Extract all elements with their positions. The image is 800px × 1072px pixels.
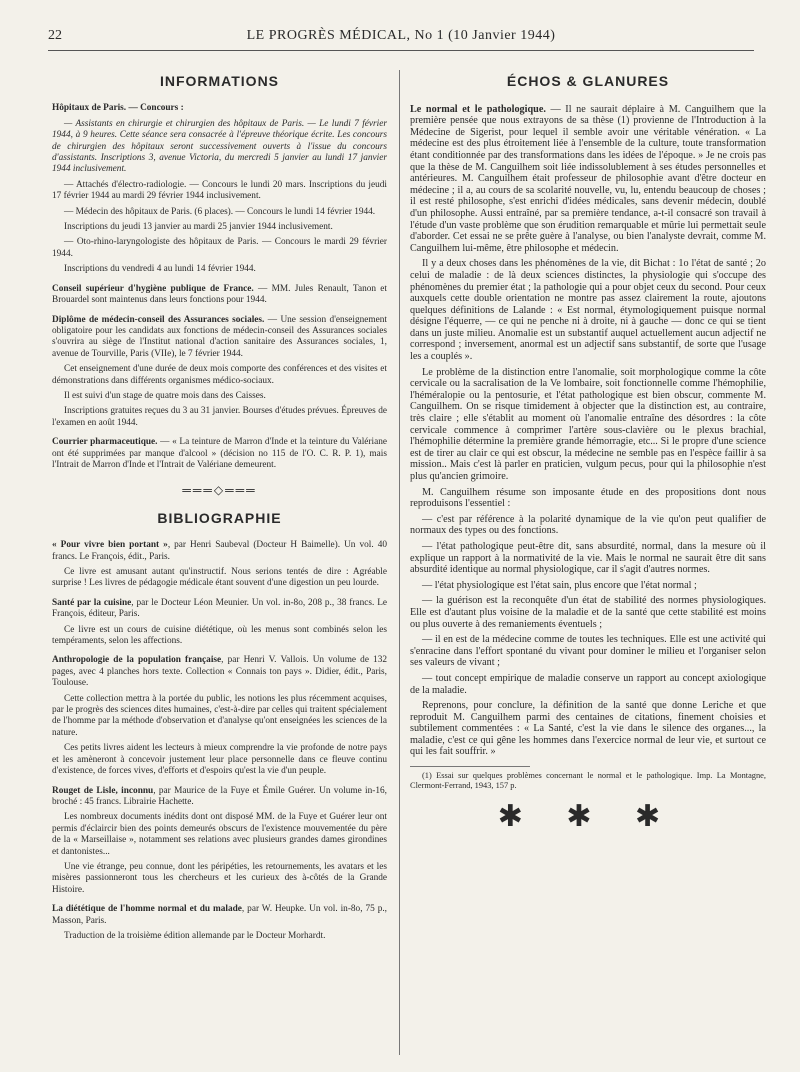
article-paragraph: M. Canguilhem résume son imposante étude en des propositions dont nous reproduisons l'essentiel : — [410, 486, 766, 510]
biblio-desc: Ce livre est amusant autant qu'instructif. Nous serions tentés de dire : Agréable surprise ! Les livres de pédagogie médicale étant souvent d'une digestion un peu lourde. — [52, 567, 387, 589]
courrier-section — [52, 437, 387, 471]
diplome-paragraph: Inscriptions gratuites reçues du 3 au 31 janvier. Bourses d'études prévues. Épreuves de l'examen en août 1944. — [52, 406, 387, 428]
informations-heading: INFORMATIONS — [159, 73, 280, 89]
biblio-desc: Une vie étrange, peu connue, dont les péripéties, les retournements, les avatars et les misères passionneront tous les chercheurs et les curieux des à-côtés de la Grande Histoire. — [52, 861, 387, 895]
hopitaux-item: — Oto-rhino-laryngologiste des hôpitaux de Paris. — Concours le mardi 29 février 1944. — [52, 237, 387, 259]
biblio-entry — [52, 655, 387, 777]
page-number: 22 — [48, 28, 62, 43]
article-paragraph: — c'est par référence à la polarité dynamique de la vie qu'on peut qualifier de normaux des types ou des fonctions. — [410, 513, 766, 537]
article-paragraph: Reprenons, pour conclure, la définition de la santé que donne Leriche et que reproduit M. Canguilhem parmi des centaines de citations, finement choisies et subtilement commentées : « La Santé, c'est la vie dans le silence des organes..., la maladie, c'est ce qui gêne les hommes dans l'exercice normal de leur vie, et surtout ce qui les fait souffrir. » — [410, 700, 766, 758]
biblio-desc: Traduction de la troisième édition allemande par le Docteur Morhardt. — [64, 930, 326, 941]
diplome-text: — Une session d'enseignement obligatoire pour les candidats aux fonctions de médecin-conseil des Assurances sociales s'ouvrira au siège de l'Institut national d'action sanitaire des Assurances sociales, 1, avenue de Tourville, Paris (VIIe), le 7 février 1944. — [52, 314, 387, 359]
article-paragraph: — l'état pathologique peut-être dit, sans absurdité, normal, dans la mesure où il explique un rapport à la normativité de la vie. Mais le normal ne saurait être dit sans absurdité identique au normal physiologique, car il s'agit d'autres normes. — [410, 540, 766, 576]
article-paragraph: — la guérison est la reconquête d'un état de stabilité des normes physiologiques. Elle est d'autant plus voisine de la maladie et de la santé que cette stabilité est moins ou plus ouverte à des remaniements éventuels ; — [410, 595, 766, 630]
biblio-desc: Ce livre est un cours de cuisine diététique, où les menus sont combinés selon les tempéraments, selon les affections. — [52, 624, 387, 647]
running-title: LE PROGRÈS MÉDICAL, No 1 (10 Janvier 1944) — [246, 28, 556, 43]
conseil-title: Conseil supérieur d'hygiène publique de France. — [52, 283, 254, 294]
article-paragraph: — tout concept empirique de maladie conserve un rapport au concept axiologique de la maladie. — [410, 672, 766, 696]
diplome-section — [52, 315, 387, 430]
biblio-desc: Cette collection mettra à la portée du public, les notions les plus récemment acquises, par le progrès des sciences dites humaines, c'est-à-dire par celles qui traitent spécialement de l'homme par la méthode d'observation et d'analyse qu'ont enseignées les sciences de la nature. — [52, 693, 387, 738]
footnote: (1) Essai sur quelques problèmes concernant le normal et le pathologique. Imp. La Montagne, Clermont-Ferrand, 1943, 157 p. — [410, 771, 766, 791]
biblio-title: Anthropologie de la population française — [52, 655, 222, 666]
article-paragraph: — Il ne saurait déplaire à M. Canguilhem que la première pensée que nous extrayons de sa thèse (1) provienne de l'Introduction à la Médecine de Sigerist, pour lequel il semble avoir une véritable vénération. « La médecine est des plus étroitement liée à l'ensemble de la culture, toute transformation étant conditionnée par des transformations dans les idées de l'époque. » Je ne crois pas que la thèse de M. Canguilhem soit liée indissolublement à ses études personnelles et antérieures. M. Canguilhem était professeur de philosophie avant d'être docteur en médecine ; il a, au cours de sa scolarité nouvelle, vu, lu, entendu beaucoup de choses ; il est resté philosophe, s'est enrichi d'idées médicales, sans devenir médecin, doublé d'un philosophe. Aussi entraîné, par sa première tendance, a-t-il consacré son travail à l'étude d'un vaste problème que son érudition remarquable et mûrie lui permettait seule d'aborder. Cet essai ne se prête guère à l'analyse, ou bien l'analyste devrait, comme M. Canguilhem lui-même, être philosophe et médecin. — [410, 103, 766, 254]
biblio-title: Santé par la cuisine — [52, 597, 132, 608]
right-column — [410, 73, 766, 834]
biblio-ref: , par Henri V. Vallois. Un volume de 132 pages, avec 4 planches hors texte. Collection « Connais ton pays ». Didier, édit., Paris, Toulouse. — [52, 655, 387, 689]
diplome-paragraph: Il est suivi d'un stage de quatre mois dans des Caisses. — [64, 390, 266, 401]
article-paragraph: — il en est de la médecine comme de toutes les techniques. Elle est une activité qui s'enracine dans l'effort spontané du vivant pour dominer le milieu et l'organiser selon ses valeurs de vivant ; — [410, 634, 766, 669]
biblio-desc: Les nombreux documents inédits dont ont disposé MM. de la Fuye et Guérer leur ont permis d'éclaircir bien des points demeurés obscurs de l'existence mouvementée du père de la « Marseillaise », notamment ses relations avec plusieurs grandes dames girondines et dantonistes... — [52, 812, 387, 857]
hopitaux-item: — Médecin des hôpitaux de Paris. (6 places). — Concours le lundi 14 février 1944. — [64, 206, 376, 217]
courrier-text: — « La teinture de Marron d'Inde et la teinture du Valériane ont été supprimées par manque d'alcool » (décision no 115 de l'O. C. R. P. 1), mais l'Intrait de Marron d'Inde et l'Intrait de Valériane demeurent. — [52, 437, 388, 470]
biblio-ref: , par Henri Saubeval (Docteur H Baimelle). Un vol. 40 francs. Le François, édit., Paris. — [52, 540, 387, 562]
conseil-section — [52, 284, 387, 307]
biblio-ref: , par Maurice de la Fuye et Émile Guérer. Un volume in-16, broché : 45 francs. Librairie Hachette. — [52, 785, 387, 807]
diplome-title: Diplôme de médecin-conseil des Assurances sociales. — [52, 314, 265, 325]
conseil-text: — MM. Jules Renault, Tanon et Brouardel sont maintenus dans leurs fonctions pour 1944. — [52, 283, 388, 306]
courrier-title: Courrier pharmaceutique. — [52, 437, 158, 448]
hopitaux-section — [52, 103, 387, 275]
running-header — [48, 28, 754, 51]
biblio-entry — [52, 904, 387, 942]
bibliographie-heading: BIBLIOGRAPHIE — [157, 509, 282, 526]
hopitaux-item: Inscriptions du vendredi 4 au lundi 14 février 1944. — [64, 264, 256, 275]
article-paragraph: Le problème de la distinction entre l'anomalie, soit morphologique comme la côte cervicale ou la sacralisation de la Ve lombaire, soit fonctionnelle comme l'hémophilie, l'héméralopie ou la pentosurie, et l'état pathologique est bien obscur, commente M. Canguilhem. On se risque timidement à objecter que la distinction est, au contraire, très claire ; elle s'établit au moment où l'anomalie entraîne des désordres : la côte cervicale commence à comprimer l'artère sous-clavière ou le plexus brachial, l'hémophilie détermine la première grande hémorragie, etc... Si le propre d'une science est de tirer au clair ce qui est obscur, la médecine ne semble pas en l'espèce faillir à sa mission.. Mais c'est là parler en praticien, vulgum pecus, pour qui la philosophie n'est plus qu'ancien grimoire. — [410, 366, 766, 482]
biblio-title: La diététique de l'homme normal et du malade — [52, 904, 242, 915]
left-column — [52, 73, 388, 950]
footnote-rule — [410, 766, 530, 767]
hopitaux-item: — Attachés d'électro-radiologie. — Concours le lundi 20 mars. Inscriptions du jeudi 17 février 1944 au mardi 29 février 1944 inclusivement. — [52, 179, 387, 202]
echos-heading: ÉCHOS & GLANURES — [506, 73, 670, 89]
biblio-title: « Pour vivre bien portant » — [52, 540, 168, 551]
hopitaux-title: Hôpitaux de Paris. — Concours : — [52, 103, 184, 114]
biblio-entry — [52, 598, 387, 648]
diplome-paragraph: Cet enseignement d'une durée de deux mois comporte des conférences et des visites et démonstrations dans différents organismes médico-sociaux. — [52, 364, 387, 386]
hopitaux-item: — Assistants en chirurgie et chirurgien des hôpitaux de Paris. — Le lundi 7 février 1944, à 9 heures. Cette séance sera consacrée à l'épreuve théorique écrite. Les concours de chirurgien des hôpitaux seront successivement ouverts à l'issue du concours d'assistants. Inscriptions 3, avenue Victoria, du mercredi 5 janvier au lundi 17 janvier 1944 inclusivement. — [52, 118, 387, 175]
article-paragraph: Il y a deux choses dans les phénomènes de la vie, dit Bichat : 1o l'état de santé ; 2o celui de maladie : de là deux sciences distinctes, la physiologie qui s'occupe des phénomènes du premier état ; la pathologie qui a pour objet ceux du second. Pour ceux auxquels cette double orientation ne montre pas assez clairement la route, ajoutons quelques définitions de Lalande : « Est normal, étymologiquement puisque normal désigne l'équerre, — ce qui ne penche ni à droite, ni à gauche — donc ce qui se tient dans un juste milieu. Anomalie est un substantif auquel actuellement aucun adjectif ne correspond ; inversement, anormal est un adjectif sans substantif, de sorte que l'usage les a couplés ». — [410, 258, 766, 363]
ornament-stars-icon: ✱ ✱ ✱ — [497, 800, 679, 834]
biblio-ref: , par le Docteur Léon Meunier. Un vol. in-8o, 208 p., 38 francs. Le François, éditeur, Paris. — [52, 597, 387, 620]
hopitaux-item: Inscriptions du jeudi 13 janvier au mardi 25 janvier 1944 inclusivement. — [64, 222, 333, 233]
column-divider — [399, 70, 400, 1055]
biblio-entry — [52, 786, 387, 897]
biblio-desc: Ces petits livres aident les lecteurs à mieux comprendre la vie profonde de notre pays et les amèneront à concevoir justement leur place personnelle dans ce fleuve continu d'existence, de forces vives, d'efforts et d'espoirs qu'est la vie d'un peuple. — [52, 743, 387, 777]
biblio-entry — [52, 540, 387, 590]
biblio-title: Rouget de Lisle, inconnu — [52, 785, 154, 796]
article-paragraph: — l'état physiologique est l'état sain, plus encore que l'état normal ; — [422, 579, 697, 591]
ornament-divider: ═══◇═══ — [182, 483, 257, 498]
normal-title: Le normal et le pathologique. — [410, 103, 546, 115]
biblio-ref: , par W. Heupke. Un vol. in-8o, 75 p., Masson, Paris. — [52, 904, 387, 926]
